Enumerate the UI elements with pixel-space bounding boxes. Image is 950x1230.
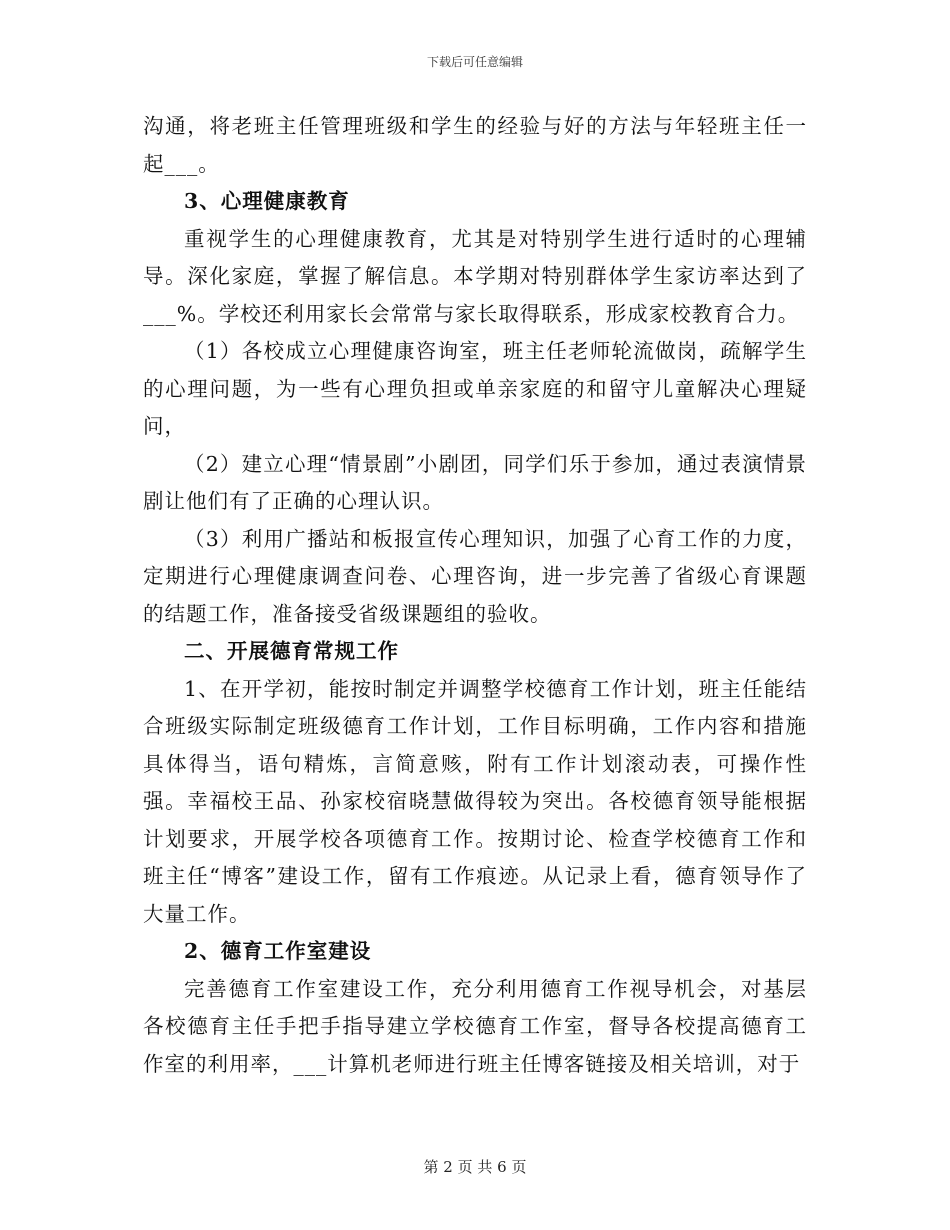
section-heading-mental-health: 3、心理健康教育: [184, 189, 350, 213]
paragraph-mental-health-intro: 重视学生的心理健康教育，尤其是对特别学生进行适时的心理辅导。深化家庭，掌握了解信息。本学期对特别群体学生家访率达到了___%。学校还利用家长会常常与家长取得联系，形成家校教育合力。: [143, 226, 807, 326]
section-heading-studio: 2、德育工作室建设: [184, 939, 372, 963]
page-number: 第 2 页 共 6 页: [423, 1158, 527, 1176]
page-header: 下载后可任意编辑: [426, 55, 523, 69]
paragraph-studio: 完善德育工作室建设工作，充分利用德育工作视导机会，对基层各校德育主任手把手指导建立学校德育工作室，督导各校提高德育工作室的利用率，___计算机老师进行班主任博客链接及相关培训，对于: [143, 976, 807, 1076]
paragraph-item-1: （1）各校成立心理健康咨询室，班主任老师轮流做岗，疏解学生的心理问题，为一些有心理负担或单亲家庭的和留守儿童解决心理疑问，: [143, 339, 807, 438]
document-body: [143, 108, 807, 1083]
section-heading-routine-work: 二、开展德育常规工作: [184, 639, 399, 663]
paragraph-item-3: （3）利用广播站和板报宣传心理知识，加强了心育工作的力度，定期进行心理健康调查问卷、心理咨询，进一步完善了省级心育课题的结题工作，准备接受省级课题组的验收。: [143, 526, 807, 626]
paragraph-work-plan: 1、在开学初，能按时制定并调整学校德育工作计划，班主任能结合班级实际制定班级德育工作计划，工作目标明确，工作内容和措施具体得当，语句精炼，言简意赅，附有工作计划滚动表，可操作性强。幸福校王品、孙家校宿晓慧做得较为突出。各校德育领导能根据计划要求，开展学校各项德育工作。按期讨论、检查学校德育工作和班主任“博客”建设工作，留有工作痕迹。从记录上看，德育领导作了大量工作。: [143, 676, 807, 926]
paragraph-item-2: （2）建立心理“情景剧”小剧团，同学们乐于参加，通过表演情景剧让他们有了正确的心理认识。: [143, 451, 807, 513]
paragraph-continuation: 沟通，将老班主任管理班级和学生的经验与好的方法与年轻班主任一起___。: [143, 114, 807, 176]
